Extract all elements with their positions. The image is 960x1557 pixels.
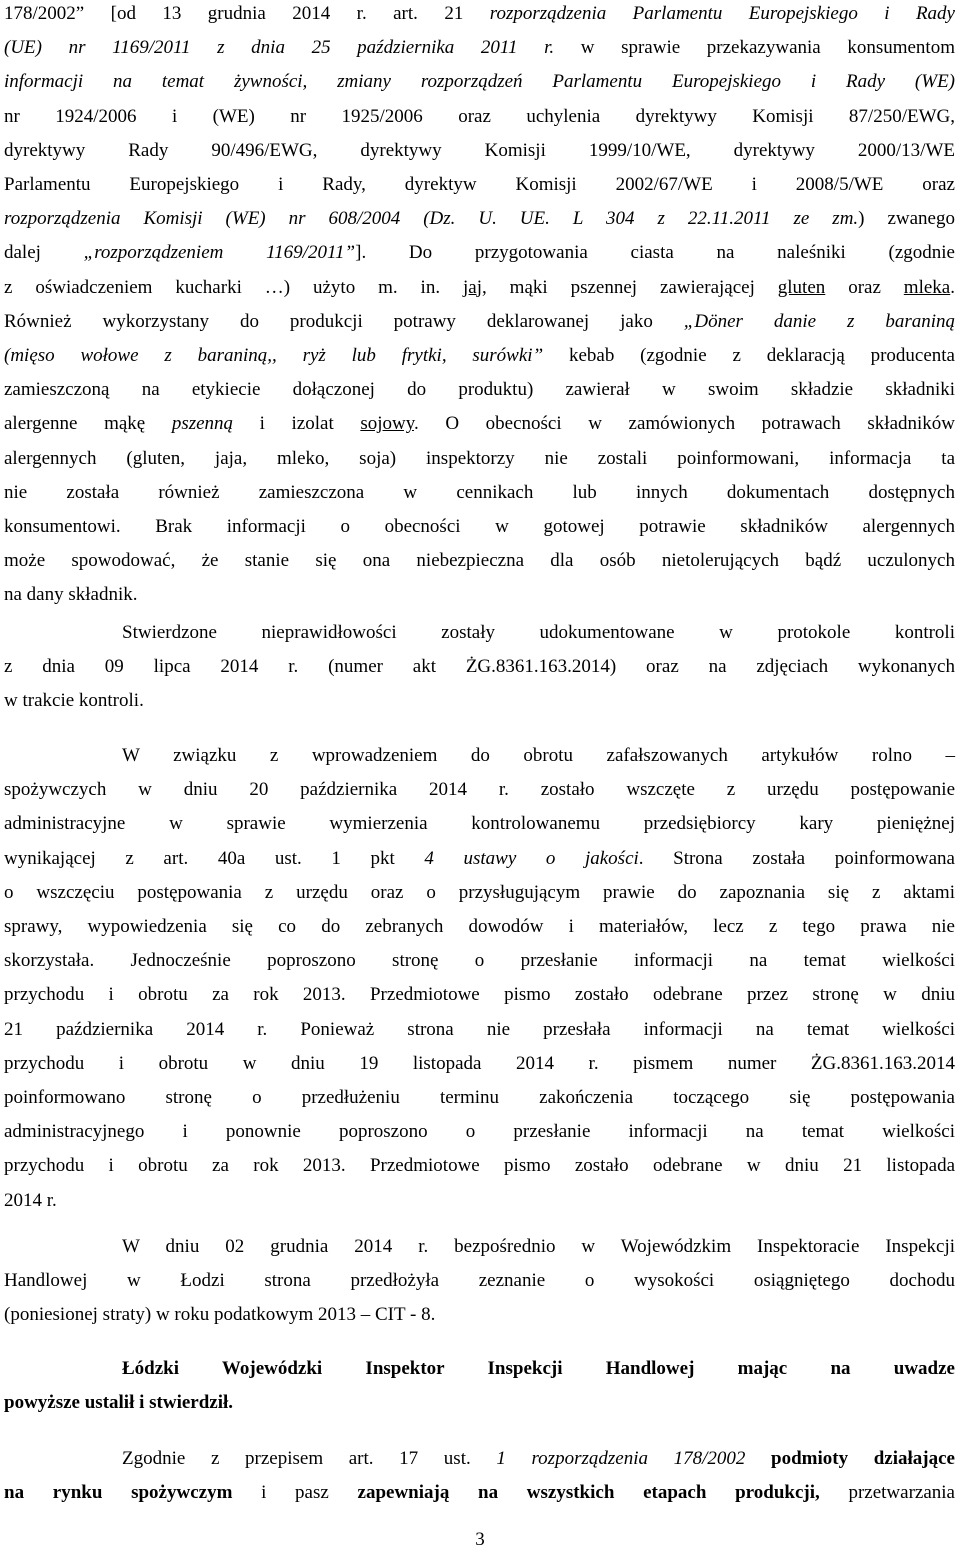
text-line [4,1047,955,1081]
text-run: jaj, [463,276,487,298]
text-run: przychodu i obrotu za rok 2013. Przedmiotowe pismo zostało odebrane przez stronę w dniu [4,984,955,1006]
text-line [4,31,955,65]
text-run: 2014 r. [4,1189,57,1211]
text-line [4,168,955,202]
text-run: 4 ustawy o jakości [424,847,639,869]
text-run: ) zwanego [858,208,955,230]
text-run: z oświadczeniem kucharki …) użyto m. in. [4,276,463,298]
text-run: oraz [825,276,904,298]
text-run: W dniu 02 grudnia 2014 r. bezpośrednio w Wojewódzkim Inspektoracie Inspekcji [122,1236,955,1257]
text-line [4,1013,955,1047]
text-line [4,578,955,612]
text-run: ]. Do przygotowania ciasta na naleśniki (zgodnie [355,242,955,264]
text-line [4,650,955,684]
text-run: w trakcie kontroli. [4,690,144,712]
text-run: na dany składnik. [4,584,138,606]
text-run: . Strona została poinformowana [638,847,955,869]
text-line [4,476,955,510]
text-line [4,100,955,134]
text-run: gluten [777,276,826,298]
text-run: o wszczęciu postępowania z urzędu oraz o przysługującym prawie do zapoznania się z aktami [4,881,955,903]
text-run: informacji na temat żywności, zmiany rozporządzeń Parlamentu Europejskiego i Rady (WE) [4,71,955,93]
text-line [4,442,955,476]
text-line [4,134,955,168]
text-run: mąki pszennej zawierającej [486,276,778,298]
text-line [4,1352,955,1386]
text-run: 21 października 2014 r. Ponieważ strona nie przesłała informacji na temat wielkości [4,1018,955,1040]
text-run: pszenną [171,413,234,435]
text-line [4,1115,955,1149]
text-run: rozporządzenia Komisji (WE) nr 608/2004 (Dz. U. UE. L 304 z 22.11.2011 ze zm. [4,208,859,230]
text-run: Stwierdzone nieprawidłowości zostały udokumentowane w protokole kontroli [122,622,955,643]
text-run: mleka [903,276,951,298]
text-run: może spowodować, że stanie się ona niebezpieczna dla osób nietolerujących bądź uczulonych [4,550,955,572]
text-line [4,1184,955,1218]
text-line [4,739,955,773]
text-run: przychodu i obrotu za rok 2013. Przedmiotowe pismo zostało odebrane w dniu 21 listopada [4,1155,955,1177]
text-run: Zgodnie z przepisem art. 17 ust. [122,1448,497,1469]
text-line [4,684,955,718]
text-line [4,202,955,236]
text-run: 1 rozporządzenia 178/2002 [496,1448,746,1469]
text-run: „rozporządzeniem 1169/2011” [83,242,356,264]
text-run: skorzystała. Jednocześnie poproszono stronę o przesłanie informacji na temat wielkości [4,950,955,972]
text-line [4,271,955,305]
text-run: dyrektywy Rady 90/496/EWG, dyrektywy Komisji 1999/10/WE, dyrektywy 2000/13/WE [4,139,955,161]
text-line [4,236,955,270]
text-run: powyższe ustalił i stwierdził. [4,1392,234,1414]
text-line [4,1442,955,1476]
text-line [4,1298,955,1332]
text-run: . [950,276,955,298]
text-run: . O obecności w zamówionych potrawach składników [413,413,955,435]
text-line [4,773,955,807]
text-line [4,1230,955,1264]
text-run: Handlowej w Łodzi strona przedłożyła zeznanie o wysokości osiągniętego dochodu [4,1270,955,1292]
text-line [4,510,955,544]
text-run: nr 1924/2006 i (WE) nr 1925/2006 oraz uchylenia dyrektywy Komisji 87/250/EWG, [4,105,955,127]
text-run: rozporządzenia Parlamentu Europejskiego i Rady [489,3,955,24]
text-run: sprawy, wypowiedzenia się co do zebranych dowodów i materiałów, lecz z tego prawa nie [4,916,955,937]
text-run: i izolat [233,413,361,435]
text-run: na rynku spożywczym [4,1482,233,1504]
text-run: „Döner danie z baraniną [683,310,955,332]
text-line [4,339,955,373]
text-run: 178/2002” [od 13 grudnia 2014 r. art. 21 [4,3,490,24]
text-run: konsumentowi. Brak informacji o obecności w gotowej potrawie składników alergennych [4,516,955,537]
text-line [4,65,955,99]
text-run: zapewniają na wszystkich etapach produkcji, [357,1482,820,1504]
text-line [4,1264,955,1298]
text-run: z dnia 09 lipca 2014 r. (numer akt ŻG.8361.163.2014) oraz na zdjęciach wykonanych [4,656,955,678]
text-run: kebab (zgodnie z deklaracją producenta [543,345,955,366]
text-run: alergennych (gluten, jaja, mleko, soja) inspektorzy nie zostali poinformowani, informacja ta [4,447,955,469]
text-line [4,944,955,978]
text-run: poinformowano stronę o przedłużeniu terminu zakończenia toczącego się postępowania [4,1087,955,1108]
text-run: alergenne mąkę [4,413,172,435]
text-run: podmioty działające [771,1448,955,1469]
text-line [4,1476,955,1510]
text-run: (UE) nr 1169/2011 z dnia 25 października 2011 r. [4,37,581,59]
text-line [4,842,955,876]
text-line [4,0,955,31]
text-run: sojowy [360,413,414,435]
text-run: Łódzki Wojewódzki Inspektor Inspekcji Handlowej mając na uwadze [122,1358,955,1379]
text-line [4,407,955,441]
text-line [4,807,955,841]
text-run [745,1448,771,1469]
text-run: Parlamentu Europejskiego i Rady, dyrektyw Komisji 2002/67/WE i 2008/5/WE oraz [4,174,955,195]
text-run: administracyjnego i ponownie poproszono o przesłanie informacji na temat wielkości [4,1121,955,1143]
text-line [4,978,955,1012]
text-line [4,373,955,407]
text-run: nie została również zamieszczona w cennikach lub innych dokumentach dostępnych [4,481,955,503]
text-run: dalej [4,242,84,264]
text-line [4,1081,955,1115]
text-run: spożywczych w dniu 20 października 2014 r. zostało wszczęte z urzędu postępowanie [4,779,955,801]
text-line [4,1149,955,1183]
text-run: W związku z wprowadzeniem do obrotu zafałszowanych artykułów rolno – [122,745,955,766]
text-run: przetwarzania [819,1482,955,1504]
text-line [4,910,955,944]
text-line [4,544,955,578]
text-run: wynikającej z art. 40a ust. 1 pkt [4,847,425,869]
text-run: zamieszczoną na etykiecie dołączonej do produktu) zawierał w swoim składzie składniki [4,379,955,401]
text-run: (poniesionej straty) w roku podatkowym 2013 – CIT - 8. [4,1304,436,1326]
text-line [4,876,955,910]
text-run: administracyjne w sprawie wymierzenia kontrolowanemu przedsiębiorcy kary pieniężnej [4,813,955,835]
text-line [4,305,955,339]
text-run: Również wykorzystany do produkcji potrawy deklarowanej jako [4,310,684,332]
text-line [4,616,955,650]
text-run: i pasz [232,1482,358,1504]
text-run: w sprawie przekazywania konsumentom [580,37,955,59]
text-run: (mięso wołowe z baraniną,, ryż lub frytki, surówki” [4,345,544,366]
page-number: 3 [475,1529,485,1550]
text-run: przychodu i obrotu w dniu 19 listopada 2014 r. pismem numer ŻG.8361.163.2014 [4,1052,955,1074]
text-line [4,1386,955,1420]
